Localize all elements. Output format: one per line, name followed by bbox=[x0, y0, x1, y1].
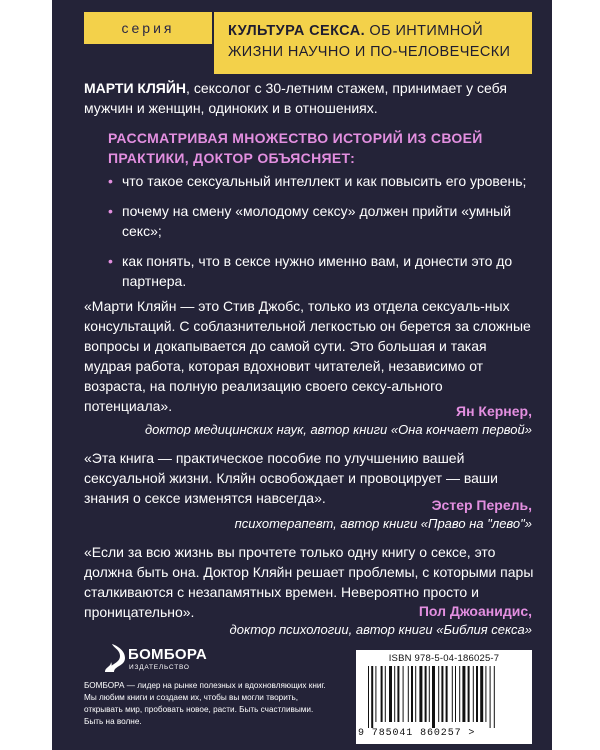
review-credential: доктор психологии, автор книги «Библия секса» bbox=[229, 622, 532, 637]
barcode-bar bbox=[494, 666, 495, 728]
barcode-bars bbox=[366, 666, 522, 728]
barcode-bar bbox=[385, 666, 386, 722]
isbn-number: ISBN 978-5-04-186025-7 bbox=[388, 653, 500, 664]
barcode-bar bbox=[415, 666, 416, 722]
barcode-bar bbox=[375, 666, 376, 722]
barcode-bar bbox=[490, 666, 491, 728]
barcode-bar bbox=[441, 666, 443, 722]
author-intro bbox=[84, 78, 524, 118]
barcode-bar bbox=[468, 666, 470, 722]
list-item bbox=[108, 171, 528, 191]
barcode-bar bbox=[425, 666, 427, 722]
barcode-bar bbox=[429, 666, 430, 722]
publisher-logo bbox=[104, 642, 224, 678]
bombora-wave-icon bbox=[104, 642, 126, 674]
review-author: Эстер Перель, bbox=[431, 497, 532, 513]
bullet-text: как понять, что в сексе нужно именно вам, и донести это до партнера. bbox=[122, 253, 513, 289]
barcode-bar bbox=[403, 666, 404, 722]
barcode bbox=[356, 650, 532, 744]
review-quote: «Если за всю жизнь вы прочтете только одну книгу о сексе, это должна быть она. Доктор Кляйн решает проблемы, с которыми пары сталкиваются с незапамятных времен. Невероятно просто и проницательно». bbox=[84, 544, 534, 620]
barcode-bar bbox=[368, 666, 369, 728]
series-label-text: серия bbox=[121, 20, 175, 36]
publisher-description bbox=[84, 680, 330, 728]
bullet-text: что такое сексуальный интеллект и как повысить его уровень; bbox=[122, 173, 527, 189]
book-back-cover bbox=[52, 0, 552, 750]
bullet-text: почему на смену «молодому сексу» должен прийти «умный секс»; bbox=[122, 203, 512, 239]
barcode-bar bbox=[408, 666, 409, 722]
barcode-bar bbox=[476, 666, 478, 722]
barcode-bar bbox=[411, 666, 413, 722]
review-quote: «Марти Кляйн — это Стив Джобс, только из отдела сексуаль-ных консультаций. С соблазнительной легкостью он берется за сложные вопросы и докапывается до самой сути. Это большая и такая мудрая работа, которая вдохновит читателей, независимо от возраста, на полную реализацию своего сексу-ального потенциала». bbox=[84, 298, 531, 414]
barcode-bar bbox=[389, 666, 392, 722]
bullet-list bbox=[108, 171, 528, 301]
barcode-bar bbox=[438, 666, 439, 722]
barcode-bar bbox=[462, 666, 465, 722]
barcode-bar bbox=[397, 666, 399, 722]
barcode-bar bbox=[446, 666, 448, 722]
series-label bbox=[84, 12, 212, 44]
publisher-text: — лидер на рынке полезных и вдохновляющих книг. Мы любим книги и создаем их, чтобы вы могли творить, открывать мир, пробовать новое, расти. Быть счастливыми. Быть на волне. bbox=[84, 681, 326, 726]
bullet-icon: • bbox=[108, 203, 113, 219]
barcode-bar bbox=[419, 666, 422, 722]
list-item bbox=[108, 201, 528, 241]
bullet-icon: • bbox=[108, 253, 113, 269]
barcode-bar bbox=[371, 666, 373, 728]
series-name-bold: КУЛЬТУРА СЕКСА. bbox=[228, 23, 365, 39]
list-item bbox=[108, 251, 528, 291]
barcode-bar bbox=[473, 666, 474, 722]
publisher-logo-sub: ИЗДАТЕЛЬСТВО bbox=[129, 664, 190, 671]
barcode-digits: 9 785041 860257 > bbox=[358, 728, 476, 739]
barcode-bar bbox=[485, 666, 486, 722]
barcode-bar bbox=[480, 666, 483, 722]
review-quote: «Эта книга — практическое пособие по улучшению вашей сексуальной жизни. Кляйн освобождает и провоцирует — ваши знания о сексе изменятся навсегда». bbox=[84, 450, 498, 506]
review-author: Ян Кернер, bbox=[456, 403, 532, 419]
barcode-bar bbox=[381, 666, 383, 722]
publisher-logo-name: БОМБОРА bbox=[128, 646, 208, 663]
barcode-bar bbox=[459, 666, 460, 722]
barcode-bar bbox=[455, 666, 456, 722]
lead-heading: РАССМАТРИВАЯ МНОЖЕСТВО ИСТОРИЙ ИЗ СВОЕЙ ПРАКТИКИ, ДОКТОР ОБЪЯСНЯЕТ: bbox=[108, 130, 483, 166]
review-credential: доктор медицинских наук, автор книги «Она кончает первой» bbox=[144, 422, 532, 437]
review-author: Пол Джоанидис, bbox=[418, 603, 532, 619]
barcode-bar bbox=[452, 666, 453, 722]
author-intro-text: , сексолог с 30-летним стажем, принимает у себя мужчин и женщин, одиноких и в отношениях. bbox=[84, 80, 507, 116]
bullet-icon: • bbox=[108, 173, 113, 189]
publisher-name: БОМБОРА bbox=[84, 681, 125, 690]
author-name: МАРТИ КЛЯЙН bbox=[84, 80, 187, 96]
series-name bbox=[214, 12, 532, 74]
barcode-bar bbox=[394, 666, 395, 722]
barcode-bar bbox=[432, 666, 435, 728]
review-credential: психотерапевт, автор книги «Право на "лево"» bbox=[234, 516, 532, 531]
series-name-rest: ОБ ИНТИМНОЙ ЖИЗНИ НАУЧНО И ПО-ЧЕЛОВЕЧЕСКИ bbox=[228, 23, 511, 60]
